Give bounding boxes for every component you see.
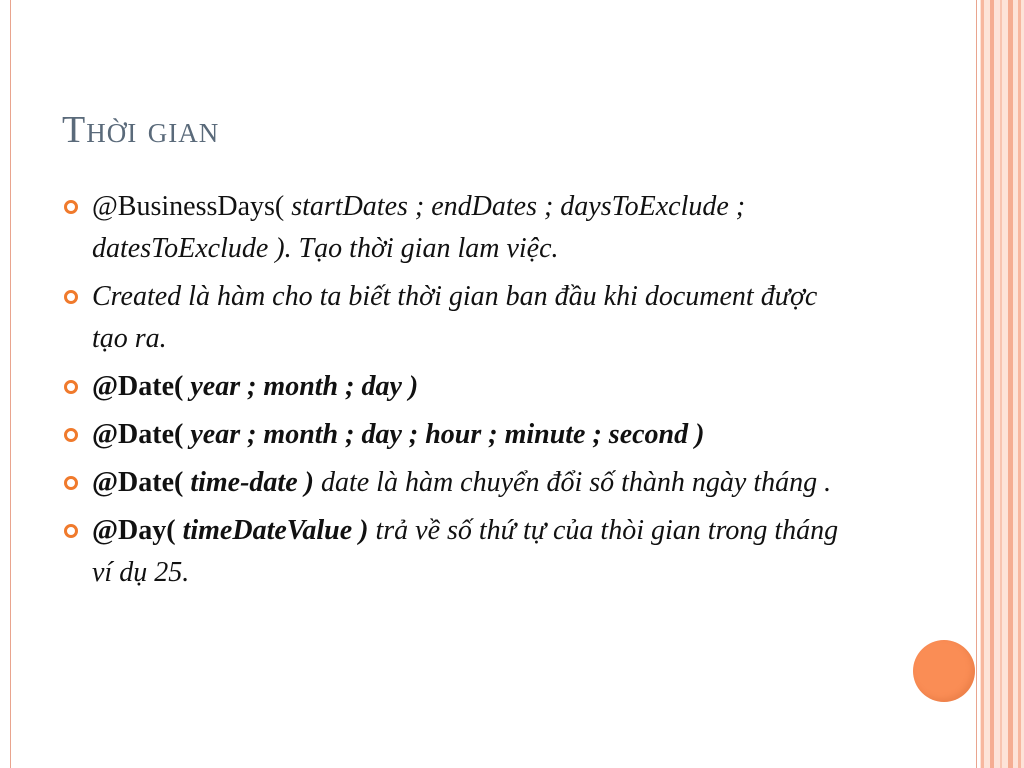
stripe [990, 0, 994, 768]
function-signature: @Date( [92, 371, 184, 402]
bullet-ring-icon [64, 524, 78, 538]
decorative-circle [913, 640, 975, 702]
function-arguments: time-date ) [183, 467, 314, 498]
bullet-ring-icon [64, 290, 78, 304]
function-arguments: year ; month ; day ) [183, 371, 419, 402]
list-item [60, 366, 860, 408]
function-signature: @Date( [92, 419, 184, 450]
slide-title: Thời gian [62, 109, 220, 151]
frame-line-right [976, 0, 977, 768]
stripe [1008, 0, 1013, 768]
item-text: Created là hàm cho ta biết thời gian ban đầu khi document được tạo ra. [92, 281, 818, 354]
bullet-list [60, 186, 860, 600]
function-signature: @BusinessDays( [92, 191, 285, 222]
function-signature: @Date( [92, 467, 184, 498]
bullet-ring-icon [64, 428, 78, 442]
list-item [60, 186, 860, 270]
function-arguments: startDates ; endDates ; daysToExclude ; datesToExclude ). Tạo thời gian lam việc. [92, 191, 746, 264]
function-arguments: year ; month ; day ; hour ; minute ; second ) [183, 419, 705, 450]
function-signature: @Day( [92, 515, 176, 546]
frame-line-left [10, 0, 11, 768]
list-item [60, 414, 860, 456]
bullet-ring-icon [64, 200, 78, 214]
list-item [60, 462, 860, 504]
stripe [981, 0, 984, 768]
function-description: date là hàm chuyển đổi số thành ngày tháng . [313, 467, 832, 498]
list-item [60, 510, 860, 594]
function-description: trả về số thứ tự của thòi gian trong tháng ví dụ 25. [92, 515, 839, 588]
bullet-ring-icon [64, 476, 78, 490]
function-arguments: timeDateValue ) [175, 515, 369, 546]
bullet-ring-icon [64, 380, 78, 394]
list-item [60, 276, 860, 360]
stripe [1018, 0, 1021, 768]
stripe [1000, 0, 1002, 768]
